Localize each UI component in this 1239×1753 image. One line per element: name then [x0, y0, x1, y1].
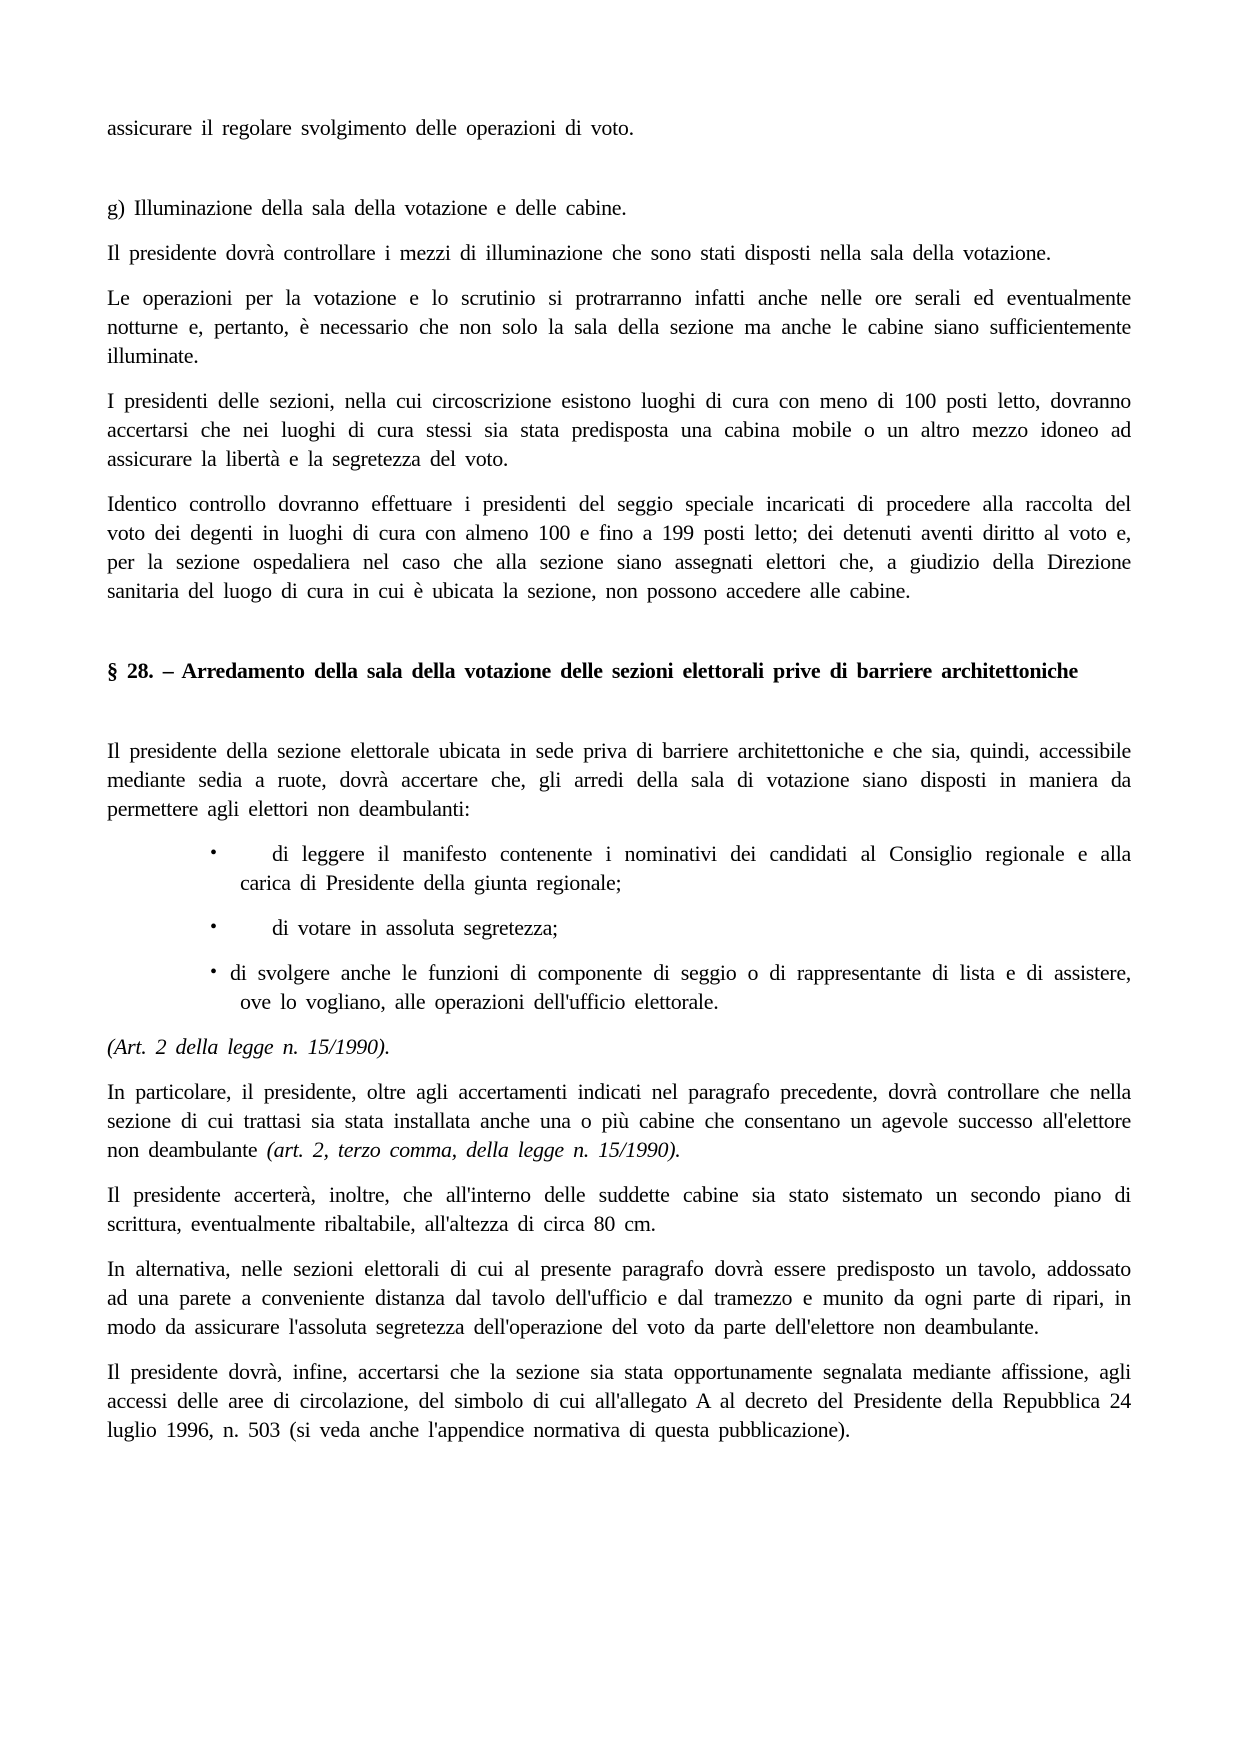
paragraph: I presidenti delle sezioni, nella cui circoscrizione esistono luoghi di cura con meno di 100 posti letto, dovranno accertarsi che nei luoghi di cura stessi sia stata predisposta una cabina mobile o un altro mezzo idoneo ad assicurare la libertà e la segretezza del voto.: [107, 388, 1131, 471]
paragraph: Il presidente dovrà, infine, accertarsi che la sezione sia stata opportunamente segnalata mediante affissione, agli accessi delle aree di circolazione, del simbolo di cui all'allegato A al decreto del Presidente della Repubblica 24 luglio 1996, n. 503 (si veda anche l'appendice normativa di questa pubblicazione).: [107, 1359, 1131, 1442]
bullet-item-text: di svolgere anche le funzioni di componente di seggio o di rappresentante di lista e di assistere, ove lo vogliano, alle operazioni dell'ufficio elettorale.: [230, 960, 1131, 1014]
paragraph: Il presidente della sezione elettorale ubicata in sede priva di barriere architettoniche e che sia, quindi, accessibile mediante sedia a ruote, dovrà accertare che, gli arredi della sala di votazione siano disposti in maniera da permettere agli elettori non deambulanti:: [107, 738, 1131, 821]
paragraph: g) Illuminazione della sala della votazione e delle cabine.: [107, 195, 627, 220]
paragraph: (Art. 2 della legge n. 15/1990).: [107, 1034, 390, 1059]
bullet-item: [107, 958, 1131, 1016]
document-content: [107, 113, 1131, 1444]
paragraph: assicurare il regolare svolgimento delle operazioni di voto.: [107, 115, 634, 140]
paragraph: Il presidente accerterà, inoltre, che all'interno delle suddette cabine sia stato sistemato un secondo piano di scrittura, eventualmente ribaltabile, all'altezza di circa 80 cm.: [107, 1182, 1131, 1236]
section-heading: § 28. – Arredamento della sala della votazione delle sezioni elettorali prive di barriere architettoniche: [107, 658, 1078, 683]
paragraph-text: In particolare, il presidente, oltre agli accertamenti indicati nel paragrafo precedente, dovrà controllare che nella sezione di cui trattasi sia stata installata anche una o più cabine che consentano un agevole successo all'elettore non deambulante: [107, 1079, 1131, 1162]
bullet-icon: •: [210, 842, 217, 864]
bullet-icon: •: [210, 916, 217, 938]
bullet-icon: •: [210, 961, 217, 983]
paragraph: [107, 1077, 1131, 1164]
paragraph: Identico controllo dovranno effettuare i presidenti del seggio speciale incaricati di procedere alla raccolta del voto dei degenti in luoghi di cura con almeno 100 e fino a 199 posti letto; dei detenuti aventi diritto al voto e, per la sezione ospedaliera nel caso che alla sezione siano assegnati elettori che, a giudizio della Direzione sanitaria del luogo di cura in cui è ubicata la sezione, non possono accedere alle cabine.: [107, 491, 1131, 603]
paragraph: Il presidente dovrà controllare i mezzi di illuminazione che sono stati disposti nella sala della votazione.: [107, 240, 1051, 265]
bullet-item-text: di votare in assoluta segretezza;: [272, 915, 558, 940]
paragraph: In alternativa, nelle sezioni elettorali di cui al presente paragrafo dovrà essere predisposto un tavolo, addossato ad una parete a conveniente distanza dal tavolo dell'ufficio e dal tramezzo e munito da ogni parte di ripari, in modo da assicurare l'assoluta segretezza dell'operazione del voto da parte dell'elettore non deambulante.: [107, 1256, 1131, 1339]
bullet-item: [107, 913, 1131, 942]
legal-citation: (art. 2, terzo comma, della legge n. 15/1990).: [266, 1137, 681, 1162]
paragraph: Le operazioni per la votazione e lo scrutinio si protrarranno infatti anche nelle ore serali ed eventualmente notturne e, pertanto, è necessario che non solo la sala della sezione ma anche le cabine siano sufficientemente illuminate.: [107, 285, 1131, 368]
bullet-item: [107, 839, 1131, 897]
bullet-item-text: di leggere il manifesto contenente i nominativi dei candidati al Consiglio regionale e alla carica di Presidente della giunta regionale;: [240, 841, 1131, 895]
